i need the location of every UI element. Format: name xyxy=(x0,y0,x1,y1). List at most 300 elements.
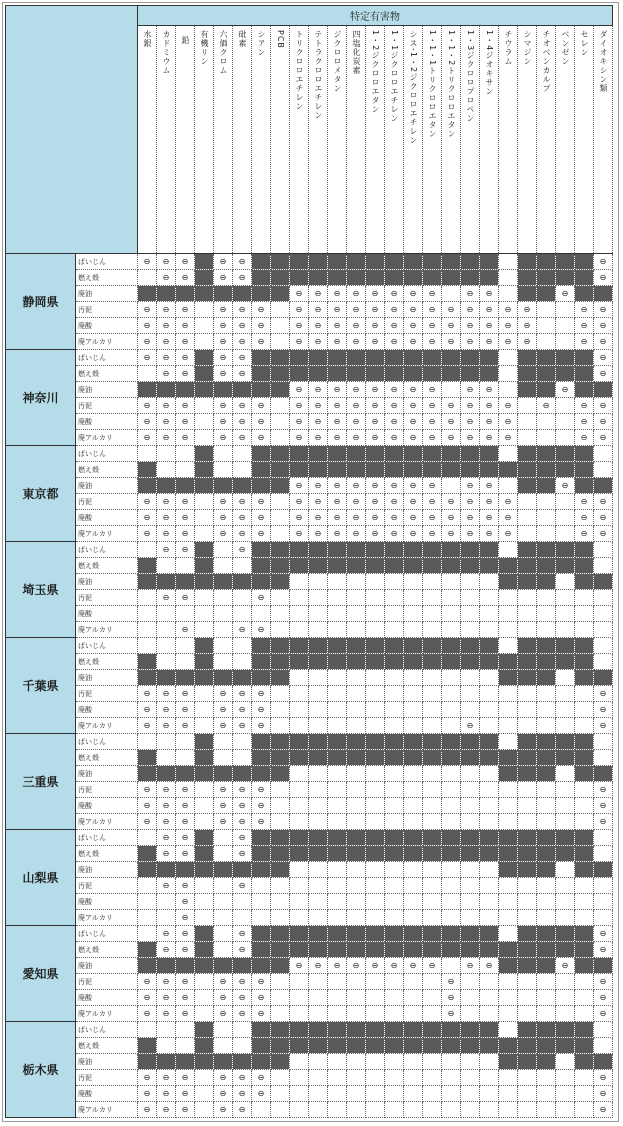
permit-cell xyxy=(518,1086,537,1102)
waste-type-label: 廃酸 xyxy=(76,1086,138,1102)
column-header: PCB xyxy=(271,26,290,254)
permit-cell xyxy=(537,942,556,958)
permit-cell: ⊖ xyxy=(575,510,594,526)
permit-cell xyxy=(347,270,366,286)
permit-cell: ⊖ xyxy=(157,414,176,430)
permit-cell xyxy=(385,1038,404,1054)
permit-cell xyxy=(556,798,575,814)
permit-cell: ⊖ xyxy=(214,990,233,1006)
permit-cell: ⊖ xyxy=(138,1070,157,1086)
permit-cell: ⊖ xyxy=(385,302,404,318)
column-header: 水銀 xyxy=(138,26,157,254)
permit-cell xyxy=(404,654,423,670)
permit-cell xyxy=(309,734,328,750)
permit-cell xyxy=(499,830,518,846)
permit-cell: ⊖ xyxy=(214,398,233,414)
permit-cell xyxy=(290,974,309,990)
permit-cell xyxy=(328,270,347,286)
permit-cell xyxy=(176,1054,195,1070)
permit-cell: ⊖ xyxy=(157,782,176,798)
waste-type-label: 燃え殻 xyxy=(76,366,138,382)
permit-cell xyxy=(575,382,594,398)
permit-cell xyxy=(176,638,195,654)
permit-cell: ⊖ xyxy=(385,414,404,430)
permit-cell xyxy=(499,558,518,574)
permit-cell xyxy=(366,766,385,782)
permit-cell xyxy=(347,1102,366,1118)
permit-cell xyxy=(366,1006,385,1022)
permit-cell xyxy=(309,686,328,702)
permit-cell xyxy=(271,990,290,1006)
permit-cell xyxy=(271,782,290,798)
permit-cell xyxy=(518,286,537,302)
permit-cell: ⊖ xyxy=(214,318,233,334)
prefecture-name: 栃木県 xyxy=(6,1022,76,1118)
permit-cell xyxy=(518,414,537,430)
permit-cell xyxy=(404,1054,423,1070)
permit-cell xyxy=(214,622,233,638)
permit-cell xyxy=(385,814,404,830)
permit-cell xyxy=(404,462,423,478)
permit-cell: ⊖ xyxy=(594,1006,613,1022)
permit-cell xyxy=(214,750,233,766)
permit-cell xyxy=(233,286,252,302)
permit-cell xyxy=(252,1054,271,1070)
permit-cell: ⊖ xyxy=(252,510,271,526)
permit-cell xyxy=(480,558,499,574)
permit-cell: ⊖ xyxy=(480,414,499,430)
permit-cell xyxy=(328,942,347,958)
waste-type-label: 燃え殻 xyxy=(76,654,138,670)
permit-cell xyxy=(290,270,309,286)
permit-cell xyxy=(347,1022,366,1038)
permit-cell: ⊖ xyxy=(252,334,271,350)
permit-cell: ⊖ xyxy=(233,1006,252,1022)
permit-cell xyxy=(404,542,423,558)
permit-cell xyxy=(461,686,480,702)
permit-cell xyxy=(594,750,613,766)
permit-cell: ⊖ xyxy=(404,414,423,430)
permit-cell xyxy=(176,654,195,670)
permit-cell xyxy=(442,558,461,574)
permit-cell xyxy=(461,1022,480,1038)
permit-cell xyxy=(347,462,366,478)
permit-cell xyxy=(461,606,480,622)
permit-cell xyxy=(195,846,214,862)
permit-cell xyxy=(214,862,233,878)
permit-cell xyxy=(404,686,423,702)
permit-cell: ⊖ xyxy=(594,686,613,702)
permit-cell: ⊖ xyxy=(309,478,328,494)
permit-cell: ⊖ xyxy=(214,430,233,446)
permit-cell: ⊖ xyxy=(347,430,366,446)
permit-cell xyxy=(309,798,328,814)
permit-cell xyxy=(290,766,309,782)
permit-cell xyxy=(480,654,499,670)
permit-cell: ⊖ xyxy=(499,398,518,414)
permit-cell xyxy=(347,574,366,590)
permit-cell xyxy=(176,766,195,782)
waste-type-label: 廃酸 xyxy=(76,318,138,334)
permit-cell xyxy=(328,782,347,798)
permit-cell: ⊖ xyxy=(385,510,404,526)
permit-cell: ⊖ xyxy=(176,894,195,910)
permit-cell xyxy=(290,462,309,478)
waste-type-label: 廃油 xyxy=(76,1054,138,1070)
waste-type-label: 汚泥 xyxy=(76,494,138,510)
permit-cell xyxy=(195,558,214,574)
permit-cell xyxy=(499,606,518,622)
permit-cell: ⊖ xyxy=(176,974,195,990)
permit-cell xyxy=(195,830,214,846)
permit-cell xyxy=(537,318,556,334)
permit-cell xyxy=(328,462,347,478)
permit-cell xyxy=(404,1006,423,1022)
permit-cell xyxy=(195,702,214,718)
permit-cell xyxy=(328,1006,347,1022)
permit-cell: ⊖ xyxy=(537,398,556,414)
permit-cell xyxy=(499,750,518,766)
permit-cell xyxy=(347,350,366,366)
permit-cell: ⊖ xyxy=(594,974,613,990)
permit-cell xyxy=(328,1038,347,1054)
permit-cell xyxy=(195,590,214,606)
permit-cell: ⊖ xyxy=(480,398,499,414)
permit-cell xyxy=(157,574,176,590)
permit-cell xyxy=(537,734,556,750)
permit-cell xyxy=(499,910,518,926)
permit-cell xyxy=(423,606,442,622)
permit-cell xyxy=(385,910,404,926)
permit-cell xyxy=(385,878,404,894)
permit-cell xyxy=(404,734,423,750)
permit-cell xyxy=(404,750,423,766)
permit-cell xyxy=(537,510,556,526)
permit-cell xyxy=(195,942,214,958)
permit-cell xyxy=(556,526,575,542)
permit-cell xyxy=(176,574,195,590)
permit-cell xyxy=(233,1022,252,1038)
permit-cell xyxy=(195,414,214,430)
permit-cell xyxy=(252,446,271,462)
permit-cell xyxy=(290,638,309,654)
permit-cell xyxy=(518,462,537,478)
permit-cell: ⊖ xyxy=(461,494,480,510)
permit-cell xyxy=(328,558,347,574)
permit-cell xyxy=(423,1054,442,1070)
column-header: テトラクロロエチレン xyxy=(309,26,328,254)
permit-cell xyxy=(556,350,575,366)
permit-cell xyxy=(537,846,556,862)
permit-cell xyxy=(366,1022,385,1038)
permit-cell xyxy=(442,1038,461,1054)
permit-cell xyxy=(366,910,385,926)
permit-cell xyxy=(499,782,518,798)
permit-cell: ⊖ xyxy=(214,718,233,734)
permit-cell xyxy=(518,894,537,910)
permit-cell: ⊖ xyxy=(176,798,195,814)
permit-cell: ⊖ xyxy=(366,526,385,542)
permit-cell xyxy=(252,478,271,494)
permit-cell xyxy=(537,1070,556,1086)
permit-cell xyxy=(271,1086,290,1102)
permit-cell xyxy=(252,1102,271,1118)
permit-cell xyxy=(537,686,556,702)
permit-cell xyxy=(290,718,309,734)
permit-cell xyxy=(195,910,214,926)
permit-cell: ⊖ xyxy=(347,494,366,510)
permit-cell xyxy=(195,1038,214,1054)
permit-cell xyxy=(214,1022,233,1038)
permit-cell xyxy=(423,830,442,846)
permit-cell: ⊖ xyxy=(233,974,252,990)
permit-cell xyxy=(138,574,157,590)
permit-cell xyxy=(442,814,461,830)
permit-cell xyxy=(385,1006,404,1022)
permit-cell xyxy=(518,686,537,702)
permit-cell: ⊖ xyxy=(157,798,176,814)
permit-cell xyxy=(138,942,157,958)
permit-cell: ⊖ xyxy=(214,974,233,990)
permit-cell: ⊖ xyxy=(423,398,442,414)
permit-cell xyxy=(271,1038,290,1054)
prefecture-name: 東京都 xyxy=(6,446,76,542)
permit-cell xyxy=(271,270,290,286)
permit-cell xyxy=(195,510,214,526)
permit-cell xyxy=(252,654,271,670)
permit-cell xyxy=(233,894,252,910)
permit-cell xyxy=(252,750,271,766)
permit-cell xyxy=(461,782,480,798)
permit-cell xyxy=(271,446,290,462)
permit-cell: ⊖ xyxy=(423,302,442,318)
permit-cell xyxy=(537,654,556,670)
permit-cell xyxy=(404,366,423,382)
permit-cell xyxy=(347,366,366,382)
permit-cell: ⊖ xyxy=(309,334,328,350)
permit-cell xyxy=(423,718,442,734)
permit-cell xyxy=(366,862,385,878)
permit-cell: ⊖ xyxy=(252,1070,271,1086)
permit-cell xyxy=(423,270,442,286)
permit-cell xyxy=(423,974,442,990)
permit-cell: ⊖ xyxy=(233,718,252,734)
permit-cell xyxy=(575,878,594,894)
permit-cell xyxy=(461,974,480,990)
permit-cell xyxy=(290,654,309,670)
permit-cell xyxy=(556,670,575,686)
permit-cell xyxy=(366,590,385,606)
permit-cell: ⊖ xyxy=(233,254,252,270)
permit-cell: ⊖ xyxy=(575,302,594,318)
permit-cell: ⊖ xyxy=(575,430,594,446)
permit-cell: ⊖ xyxy=(328,430,347,446)
permit-cell xyxy=(385,782,404,798)
permit-cell: ⊖ xyxy=(252,798,271,814)
permit-cell xyxy=(518,574,537,590)
permit-cell xyxy=(499,478,518,494)
permit-cell: ⊖ xyxy=(176,686,195,702)
column-header: 1・1・1トリクロロエタン xyxy=(423,26,442,254)
permit-cell xyxy=(328,990,347,1006)
permit-cell: ⊖ xyxy=(252,702,271,718)
permit-cell: ⊖ xyxy=(347,414,366,430)
permit-cell xyxy=(537,910,556,926)
permit-cell xyxy=(385,830,404,846)
permit-cell xyxy=(328,910,347,926)
permit-cell xyxy=(575,590,594,606)
permit-cell xyxy=(309,270,328,286)
permit-cell xyxy=(499,958,518,974)
permit-cell xyxy=(309,590,328,606)
permit-cell: ⊖ xyxy=(404,494,423,510)
permit-cell xyxy=(423,462,442,478)
permit-cell xyxy=(442,542,461,558)
permit-cell: ⊖ xyxy=(594,1102,613,1118)
permit-cell xyxy=(423,814,442,830)
permit-cell xyxy=(290,622,309,638)
permit-cell xyxy=(537,590,556,606)
permit-cell: ⊖ xyxy=(461,334,480,350)
permit-cell xyxy=(499,574,518,590)
permit-cell xyxy=(404,702,423,718)
permit-cell: ⊖ xyxy=(404,302,423,318)
permit-cell xyxy=(252,910,271,926)
permit-cell: ⊖ xyxy=(252,814,271,830)
permit-cell xyxy=(575,830,594,846)
permit-cell xyxy=(252,830,271,846)
permit-cell: ⊖ xyxy=(328,414,347,430)
permit-cell xyxy=(233,766,252,782)
permit-cell xyxy=(442,686,461,702)
permit-cell xyxy=(176,958,195,974)
permit-cell: ⊖ xyxy=(575,318,594,334)
permit-cell xyxy=(480,990,499,1006)
permit-cell xyxy=(309,926,328,942)
permit-cell xyxy=(233,606,252,622)
permit-cell xyxy=(176,734,195,750)
permit-cell: ⊖ xyxy=(138,702,157,718)
permit-cell xyxy=(271,622,290,638)
permit-cell xyxy=(328,1086,347,1102)
permit-cell xyxy=(290,734,309,750)
permit-cell xyxy=(480,1006,499,1022)
permit-cell xyxy=(157,910,176,926)
permit-cell: ⊖ xyxy=(328,382,347,398)
permit-cell xyxy=(328,750,347,766)
permit-cell xyxy=(271,766,290,782)
permit-cell xyxy=(404,606,423,622)
permit-cell xyxy=(138,1022,157,1038)
permit-cell: ⊖ xyxy=(442,334,461,350)
permit-cell: ⊖ xyxy=(176,1086,195,1102)
permit-cell xyxy=(347,1006,366,1022)
permit-cell xyxy=(442,606,461,622)
permit-cell xyxy=(252,286,271,302)
permit-cell: ⊖ xyxy=(157,494,176,510)
permit-cell xyxy=(537,638,556,654)
permit-cell: ⊖ xyxy=(138,990,157,1006)
group-title: 特定有害物 xyxy=(138,6,613,26)
permit-cell xyxy=(214,446,233,462)
permit-cell xyxy=(233,1038,252,1054)
permit-cell xyxy=(328,638,347,654)
permit-cell xyxy=(290,782,309,798)
permit-cell xyxy=(328,974,347,990)
permit-cell xyxy=(195,766,214,782)
permit-cell xyxy=(423,862,442,878)
prefecture-name: 神奈川 xyxy=(6,350,76,446)
permit-cell: ⊖ xyxy=(347,302,366,318)
permit-cell xyxy=(480,1070,499,1086)
permit-cell xyxy=(404,1070,423,1086)
permit-cell: ⊖ xyxy=(176,334,195,350)
permit-cell xyxy=(537,382,556,398)
permit-cell xyxy=(423,910,442,926)
permit-cell: ⊖ xyxy=(461,302,480,318)
permit-cell: ⊖ xyxy=(423,334,442,350)
permit-cell xyxy=(518,1006,537,1022)
permit-cell xyxy=(328,670,347,686)
permit-cell xyxy=(328,894,347,910)
column-header: 1・3ジクロロプロペン xyxy=(461,26,480,254)
permit-cell xyxy=(556,270,575,286)
permit-cell xyxy=(366,446,385,462)
permit-cell: ⊖ xyxy=(480,430,499,446)
permit-cell xyxy=(423,734,442,750)
permit-cell: ⊖ xyxy=(575,398,594,414)
permit-cell: ⊖ xyxy=(461,318,480,334)
permit-cell: ⊖ xyxy=(461,414,480,430)
permit-cell: ⊖ xyxy=(157,846,176,862)
permit-cell xyxy=(309,942,328,958)
permit-cell: ⊖ xyxy=(442,974,461,990)
permit-cell: ⊖ xyxy=(366,398,385,414)
permit-cell xyxy=(480,830,499,846)
permit-cell: ⊖ xyxy=(404,318,423,334)
permit-cell: ⊖ xyxy=(480,494,499,510)
permit-cell xyxy=(271,302,290,318)
permit-cell xyxy=(290,606,309,622)
permit-cell xyxy=(480,638,499,654)
permit-cell xyxy=(594,766,613,782)
permit-cell xyxy=(594,654,613,670)
waste-type-label: 廃アルカリ xyxy=(76,718,138,734)
permit-cell xyxy=(214,846,233,862)
permit-cell xyxy=(252,894,271,910)
permit-cell: ⊖ xyxy=(594,814,613,830)
permit-cell xyxy=(347,942,366,958)
permit-cell xyxy=(195,686,214,702)
permit-cell: ⊖ xyxy=(157,350,176,366)
permit-cell: ⊖ xyxy=(480,478,499,494)
permit-cell xyxy=(195,286,214,302)
permit-cell xyxy=(290,750,309,766)
permit-cell xyxy=(556,638,575,654)
permit-cell xyxy=(233,590,252,606)
permit-cell xyxy=(537,606,556,622)
permit-cell xyxy=(214,286,233,302)
permit-cell xyxy=(575,270,594,286)
permit-cell xyxy=(537,702,556,718)
permit-cell: ⊖ xyxy=(233,398,252,414)
permit-cell xyxy=(594,382,613,398)
permit-cell xyxy=(404,942,423,958)
permit-cell: ⊖ xyxy=(423,382,442,398)
permit-cell xyxy=(556,1038,575,1054)
permit-cell: ⊖ xyxy=(480,510,499,526)
permit-cell xyxy=(556,606,575,622)
